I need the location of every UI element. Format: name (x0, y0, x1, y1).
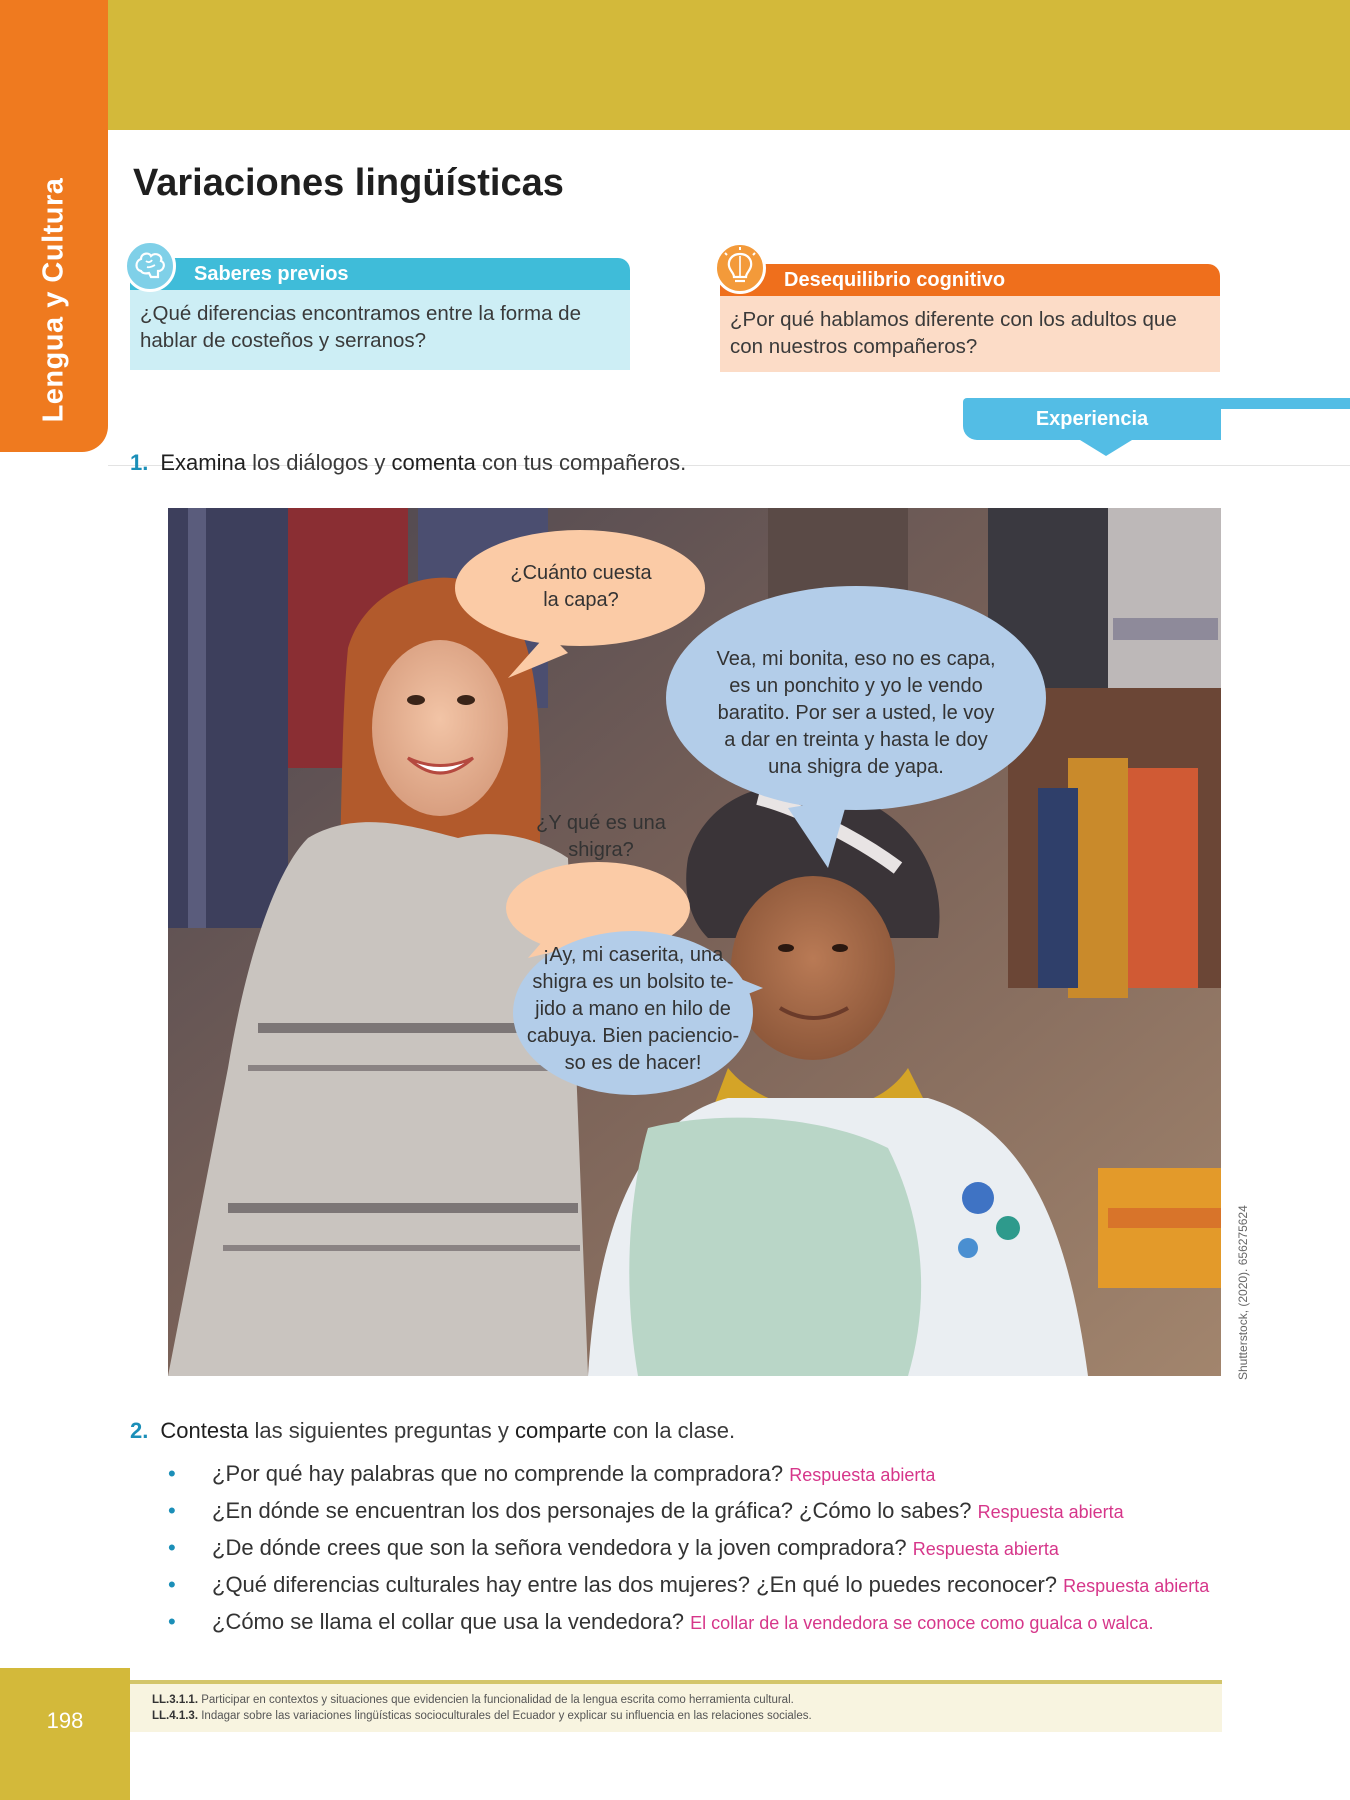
experiencia-pointer (1080, 440, 1132, 456)
answer-text: Respuesta abierta (789, 1465, 936, 1485)
saberes-heading: Saberes previos (130, 258, 630, 290)
standard-code: LL.3.1.1. (152, 1694, 199, 1706)
bubble-que-es-shigra (516, 810, 686, 864)
bubble-3-line-2: shigra? (568, 839, 634, 861)
bubble-2-line-5: una shigra de yapa. (768, 756, 944, 778)
curriculum-standards (130, 1680, 1222, 1732)
bubble-ay-mi-caserita (513, 942, 753, 1077)
photo-credit: Shutterstock, (2020). 656275624 (1236, 1205, 1250, 1380)
answer-text: Respuesta abierta (1063, 1576, 1210, 1596)
question-text: ¿De dónde crees que son la señora vendedora y la joven compradora? (212, 1535, 907, 1560)
standard-item (152, 1708, 1222, 1724)
question-1-verb-comenta: comenta (391, 450, 476, 475)
question-text: ¿Cómo se llama el collar que usa la vendedora? (212, 1609, 685, 1634)
page-title: Variaciones lingüísticas (133, 162, 564, 204)
standard-item (152, 1692, 1222, 1708)
bubble-vea-mi-bonita (686, 646, 1026, 781)
desequilibrio-text: ¿Por qué hablamos diferente con los adultos que con nuestros compañeros? (720, 296, 1220, 372)
answer-text: Respuesta abierta (977, 1502, 1124, 1522)
subject-label: Lengua y Cultura (37, 177, 70, 423)
experiencia-tab: Experiencia (963, 398, 1221, 440)
bubble-4-line-1: ¡Ay, mi caserita, una (542, 944, 724, 966)
bubble-4-line-4: cabuya. Bien paciencio- (526, 1025, 740, 1047)
standard-text: Participar en contextos y situaciones que evidencien la funcionalidad de la lengua escrita como herramienta cultural. (201, 1694, 794, 1706)
desequilibrio-heading: Desequilibrio cognitivo (720, 264, 1220, 296)
standard-text: Indagar sobre las variaciones lingüísticas socioculturales del Ecuador y explicar su influencia en las relaciones sociales. (201, 1710, 812, 1722)
standard-code: LL.4.1.3. (152, 1710, 199, 1722)
market-photo (168, 508, 1221, 1376)
bubble-3-line-1: ¿Y qué es una (536, 812, 666, 834)
list-item (168, 1493, 1248, 1530)
bubble-2-line-4: a dar en treinta y hasta le doy (724, 729, 988, 751)
question-2-text-b: con la clase. (606, 1418, 736, 1443)
bubble-1-line-1: ¿Cuánto cuesta (510, 562, 652, 584)
bubble-cuanto-cuesta (466, 560, 696, 614)
question-2-text-a: las siguientes preguntas y (248, 1418, 516, 1443)
bubble-4-line-5: so es de hacer! (564, 1052, 702, 1074)
question-1-text-b: con tus compañeros. (475, 450, 687, 475)
question-1-number: 1. (130, 450, 149, 475)
bubble-1-line-2: la capa? (543, 589, 619, 611)
bubble-4-line-3: jido a mano en hilo de (535, 998, 731, 1020)
brain-icon (124, 240, 176, 292)
list-item (168, 1567, 1248, 1604)
experiencia-rule (1200, 398, 1350, 409)
question-2 (130, 1418, 735, 1444)
saberes-previos-box (130, 258, 630, 370)
question-text: ¿Qué diferencias culturales hay entre las dos mujeres? ¿En qué lo puedes reconocer? (212, 1572, 1058, 1597)
question-1-verb-examina: Examina (160, 450, 246, 475)
list-item (168, 1604, 1248, 1641)
page-number: 198 (46, 1708, 84, 1733)
question-text: ¿En dónde se encuentran los dos personajes de la gráfica? ¿Cómo lo sabes? (212, 1498, 972, 1523)
question-2-verb-comparte: comparte (515, 1418, 607, 1443)
lightbulb-icon (714, 242, 766, 294)
question-2-number: 2. (130, 1418, 149, 1443)
desequilibrio-box (720, 264, 1220, 372)
page-number-strip (0, 1668, 130, 1800)
subject-tab (0, 0, 108, 452)
bubble-4-line-2: shigra es un bolsito te- (532, 971, 734, 993)
question-text: ¿Por qué hay palabras que no comprende la compradora? (212, 1461, 784, 1486)
question-list (168, 1456, 1248, 1641)
header-band (108, 0, 1350, 130)
bubble-2-line-3: baratito. Por ser a usted, le voy (717, 702, 995, 724)
question-2-verb-contesta: Contesta (160, 1418, 249, 1443)
bubble-2-line-2: es un ponchito y yo le vendo (729, 675, 983, 697)
question-1-text-a: los diálogos y (245, 450, 392, 475)
answer-text: Respuesta abierta (912, 1539, 1059, 1559)
question-1 (130, 450, 686, 476)
answer-text: El collar de la vendedora se conoce como gualca o walca. (690, 1613, 1154, 1633)
bubble-2-line-1: Vea, mi bonita, eso no es capa, (716, 648, 996, 670)
saberes-text: ¿Qué diferencias encontramos entre la forma de hablar de costeños y serranos? (130, 290, 630, 370)
list-item (168, 1530, 1248, 1567)
list-item (168, 1456, 1248, 1493)
